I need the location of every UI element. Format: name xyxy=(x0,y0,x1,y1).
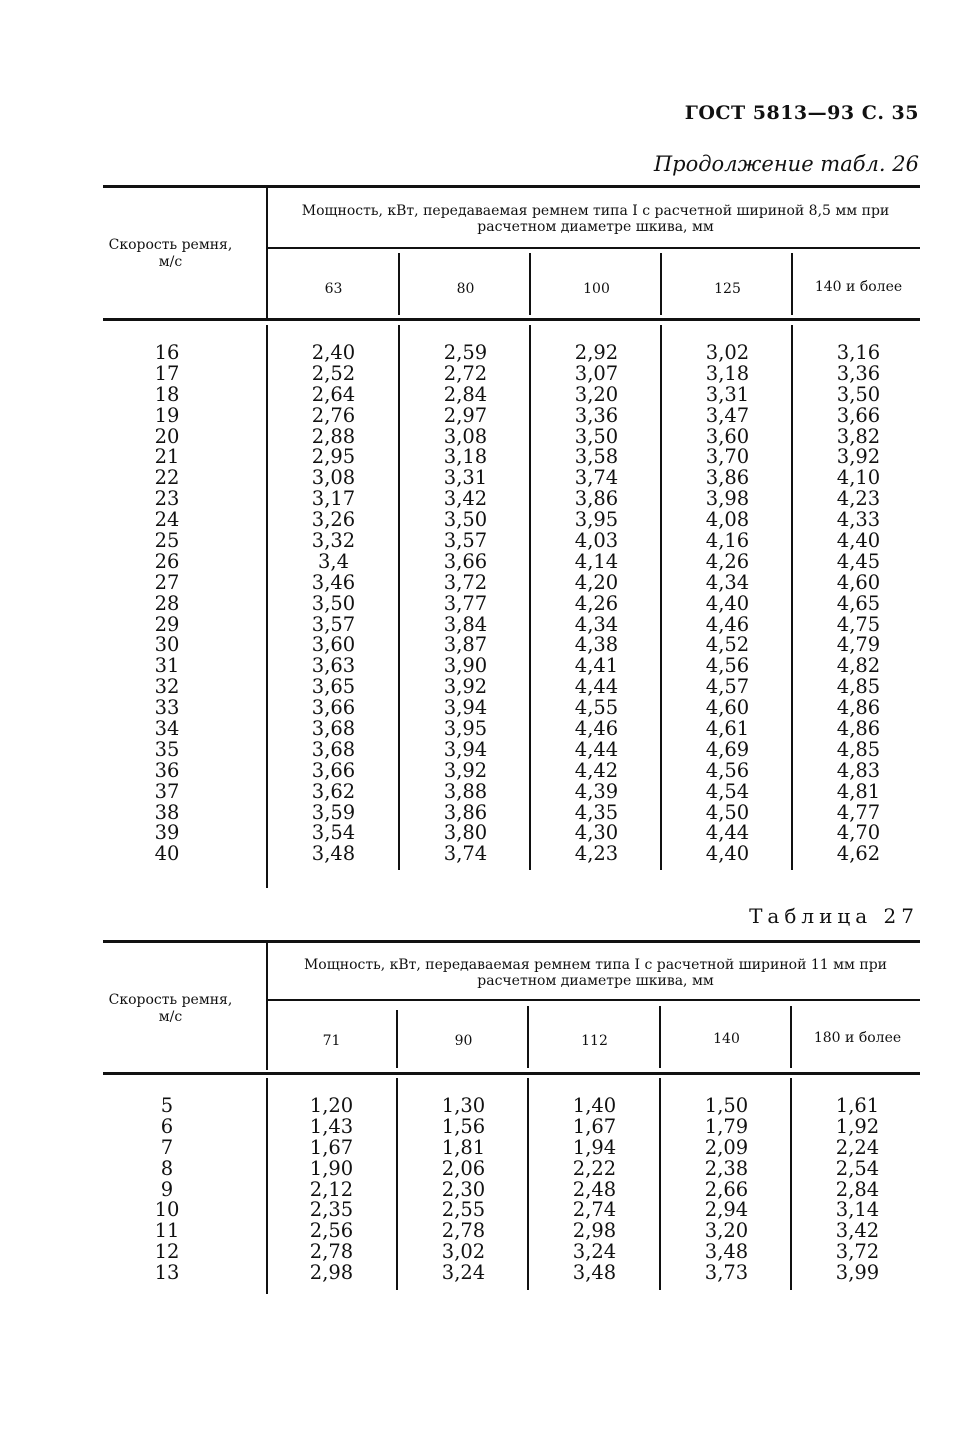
table-cell: 32 xyxy=(154,675,180,699)
table-cell: 4,26 xyxy=(574,591,619,615)
table-cell: 1,50 xyxy=(704,1094,749,1117)
table-cell: 3,92 xyxy=(443,758,488,782)
table-cell: 3,18 xyxy=(443,445,488,469)
table-cell: 2,40 xyxy=(311,341,356,364)
table-cell: 4,77 xyxy=(836,800,881,824)
table-cell: 1,79 xyxy=(704,1114,749,1138)
speed-column xyxy=(103,1096,231,1284)
table-cell: 31 xyxy=(154,654,180,678)
table-cell: 3,72 xyxy=(443,570,488,594)
table-cell: 4,60 xyxy=(705,696,750,720)
table-cell: 3,16 xyxy=(836,341,881,364)
table-cell: 3,24 xyxy=(441,1261,486,1285)
table-cell: 3,48 xyxy=(311,842,356,866)
page-header: ГОСТ 5813—93 С. 35 xyxy=(684,102,919,124)
diameter-header: 112 xyxy=(581,1033,608,1049)
table-27 xyxy=(103,940,920,1296)
table-cell: 1,43 xyxy=(309,1114,354,1138)
header-subrule xyxy=(268,999,920,1001)
power-column xyxy=(268,343,399,865)
table-cell: 4,81 xyxy=(836,779,881,803)
table-cell: 4,41 xyxy=(574,654,619,678)
table-cell: 2,56 xyxy=(309,1219,354,1243)
table-cell: 10 xyxy=(154,1198,180,1222)
table-cell: 4,20 xyxy=(574,570,619,594)
diameter-header: 63 xyxy=(324,281,343,297)
table-cell: 3,92 xyxy=(836,445,881,469)
table-cell: 4,44 xyxy=(705,821,750,845)
table-cell: 18 xyxy=(154,382,180,406)
table-cell: 1,67 xyxy=(572,1114,617,1138)
table-cell: 3,98 xyxy=(705,487,750,511)
table-cell: 2,22 xyxy=(572,1156,617,1180)
table-cell: 17 xyxy=(154,361,180,385)
table-cell: 3,66 xyxy=(443,549,488,573)
table-cell: 19 xyxy=(154,403,180,427)
table-cell: 35 xyxy=(154,737,180,761)
table-cell: 2,24 xyxy=(835,1135,880,1159)
table-cell: 4,10 xyxy=(836,466,881,490)
diameter-header: 125 xyxy=(714,281,741,297)
table-cell: 2,98 xyxy=(572,1219,617,1243)
table-cell: 26 xyxy=(154,549,180,573)
table-cell: 3,72 xyxy=(835,1240,880,1264)
table-cell: 2,54 xyxy=(835,1156,880,1180)
table-cell: 2,06 xyxy=(441,1156,486,1180)
table-top-rule xyxy=(103,185,920,188)
header-divider xyxy=(266,943,268,1070)
table-cell: 2,95 xyxy=(311,445,356,469)
table-cell: 4,40 xyxy=(705,842,750,866)
table-cell: 2,59 xyxy=(443,341,488,364)
diameter-header: 90 xyxy=(454,1033,473,1049)
table-cell: 23 xyxy=(154,487,180,511)
table-cell: 3,50 xyxy=(574,424,619,448)
table-cell: 4,23 xyxy=(836,487,881,511)
table-cell: 4,16 xyxy=(705,529,750,553)
table-cell: 3,20 xyxy=(704,1219,749,1243)
table-cell: 20 xyxy=(154,424,180,448)
table-cell: 1,90 xyxy=(309,1156,354,1180)
table-cell: 36 xyxy=(154,758,180,782)
table-cell: 3,32 xyxy=(311,529,356,553)
table-cell: 3,18 xyxy=(705,361,750,385)
table-cell: 3,31 xyxy=(443,466,488,490)
power-column xyxy=(661,1096,792,1284)
table-cell: 3,82 xyxy=(836,424,881,448)
table-cell: 4,82 xyxy=(836,654,881,678)
power-column xyxy=(531,343,662,865)
table-cell: 4,86 xyxy=(836,696,881,720)
table-cell: 4,55 xyxy=(574,696,619,720)
power-span-header: Мощность, кВт, передаваемая ремнем типа I с расчетной шириной 8,5 мм при расчетном диаметре шкива, мм xyxy=(301,203,890,235)
table-cell: 3,63 xyxy=(311,654,356,678)
table-cell: 4,33 xyxy=(836,508,881,532)
table-cell: 3,24 xyxy=(572,1240,617,1264)
table-cell: 3,47 xyxy=(705,403,750,427)
table-cell: 3,57 xyxy=(311,612,356,636)
table-cell: 3,36 xyxy=(574,403,619,427)
table-cell: 3,84 xyxy=(443,612,488,636)
table-cell: 2,35 xyxy=(309,1198,354,1222)
table-cell: 3,50 xyxy=(443,508,488,532)
table-cell: 2,88 xyxy=(311,424,356,448)
table-cell: 3,17 xyxy=(311,487,356,511)
table-cell: 4,83 xyxy=(836,758,881,782)
table-cell: 4,57 xyxy=(705,675,750,699)
table-cell: 3,68 xyxy=(311,737,356,761)
table-cell: 2,74 xyxy=(572,1198,617,1222)
table-cell: 3,02 xyxy=(705,341,750,364)
table-cell: 34 xyxy=(154,717,180,741)
table-27-caption: Таблица 27 xyxy=(749,904,919,928)
table-cell: 4,45 xyxy=(836,549,881,573)
table-cell: 3,80 xyxy=(443,821,488,845)
power-column xyxy=(266,1096,397,1284)
table-cell: 3,50 xyxy=(836,382,881,406)
table-cell: 4,46 xyxy=(574,717,619,741)
power-column xyxy=(792,1096,923,1284)
speed-column-header: Скорость ремня, м/с xyxy=(108,992,233,1025)
table-cell: 3,87 xyxy=(443,633,488,657)
table-cell: 3,07 xyxy=(574,361,619,385)
table-cell: 2,09 xyxy=(704,1135,749,1159)
power-column xyxy=(400,343,531,865)
table-continuation-label: Продолжение табл. 26 xyxy=(653,152,919,176)
speed-column-header: Скорость ремня, м/с xyxy=(108,237,233,270)
table-cell: 4,62 xyxy=(836,842,881,866)
table-cell: 2,98 xyxy=(309,1261,354,1285)
table-cell: 4,14 xyxy=(574,549,619,573)
diameter-header: 140 и более xyxy=(814,279,903,295)
power-column xyxy=(793,343,924,865)
table-cell: 30 xyxy=(154,633,180,657)
table-cell: 3,4 xyxy=(317,549,349,573)
table-cell: 2,78 xyxy=(309,1240,354,1264)
table-cell: 3,60 xyxy=(311,633,356,657)
table-cell: 39 xyxy=(154,821,180,845)
table-cell: 3,74 xyxy=(443,842,488,866)
table-cell: 4,56 xyxy=(705,654,750,678)
table-cell: 2,92 xyxy=(574,341,619,364)
table-cell: 7 xyxy=(160,1135,174,1159)
table-cell: 3,54 xyxy=(311,821,356,845)
diameter-header: 140 xyxy=(713,1031,740,1047)
table-cell: 12 xyxy=(154,1240,180,1264)
table-cell: 3,74 xyxy=(574,466,619,490)
table-cell: 4,85 xyxy=(836,675,881,699)
table-cell: 2,55 xyxy=(441,1198,486,1222)
power-span-header: Мощность, кВт, передаваемая ремнем типа I с расчетной шириной 11 мм при расчетном диаметре шкива, мм xyxy=(303,957,888,989)
table-cell: 3,95 xyxy=(574,508,619,532)
table-cell: 4,86 xyxy=(836,717,881,741)
table-cell: 1,20 xyxy=(309,1094,354,1117)
table-cell: 3,02 xyxy=(441,1240,486,1264)
table-cell: 1,40 xyxy=(572,1094,617,1117)
table-cell: 4,44 xyxy=(574,737,619,761)
table-cell: 1,92 xyxy=(835,1114,880,1138)
table-cell: 40 xyxy=(154,842,180,866)
table-cell: 3,62 xyxy=(311,779,356,803)
table-cell: 9 xyxy=(160,1177,174,1201)
table-cell: 11 xyxy=(154,1219,180,1243)
table-cell: 1,56 xyxy=(441,1114,486,1138)
table-cell: 3,92 xyxy=(443,675,488,699)
table-cell: 4,34 xyxy=(705,570,750,594)
table-cell: 4,30 xyxy=(574,821,619,845)
table-cell: 3,36 xyxy=(836,361,881,385)
header-subrule xyxy=(268,247,920,249)
table-cell: 3,20 xyxy=(574,382,619,406)
table-cell: 4,69 xyxy=(705,737,750,761)
table-cell: 4,85 xyxy=(836,737,881,761)
diameter-header: 100 xyxy=(583,281,610,297)
table-cell: 3,66 xyxy=(311,758,356,782)
table-cell: 3,59 xyxy=(311,800,356,824)
table-cell: 4,35 xyxy=(574,800,619,824)
table-cell: 3,86 xyxy=(574,487,619,511)
table-cell: 3,70 xyxy=(705,445,750,469)
table-cell: 3,65 xyxy=(311,675,356,699)
table-cell: 2,78 xyxy=(441,1219,486,1243)
table-cell: 4,60 xyxy=(836,570,881,594)
table-cell: 2,66 xyxy=(704,1177,749,1201)
table-cell: 4,75 xyxy=(836,612,881,636)
table-cell: 4,46 xyxy=(705,612,750,636)
table-cell: 24 xyxy=(154,508,180,532)
table-cell: 5 xyxy=(160,1094,174,1117)
table-cell: 37 xyxy=(154,779,180,803)
table-cell: 22 xyxy=(154,466,180,490)
table-cell: 2,64 xyxy=(311,382,356,406)
table-cell: 6 xyxy=(160,1114,174,1138)
table-cell: 3,58 xyxy=(574,445,619,469)
table-cell: 1,61 xyxy=(835,1094,880,1117)
table-cell: 3,57 xyxy=(443,529,488,553)
table-cell: 25 xyxy=(154,529,180,553)
table-cell: 3,86 xyxy=(443,800,488,824)
table-cell: 3,31 xyxy=(705,382,750,406)
table-cell: 3,94 xyxy=(443,737,488,761)
table-cell: 3,94 xyxy=(443,696,488,720)
diameter-header: 180 и более xyxy=(813,1030,902,1046)
table-cell: 3,86 xyxy=(705,466,750,490)
table-cell: 4,65 xyxy=(836,591,881,615)
table-cell: 4,40 xyxy=(705,591,750,615)
table-cell: 3,08 xyxy=(311,466,356,490)
table-cell: 4,03 xyxy=(574,529,619,553)
table-cell: 8 xyxy=(160,1156,174,1180)
power-column xyxy=(529,1096,660,1284)
power-column xyxy=(398,1096,529,1284)
table-top-rule xyxy=(103,940,920,943)
table-cell: 2,38 xyxy=(704,1156,749,1180)
table-cell: 4,23 xyxy=(574,842,619,866)
table-cell: 3,42 xyxy=(835,1219,880,1243)
table-cell: 3,46 xyxy=(311,570,356,594)
table-cell: 3,90 xyxy=(443,654,488,678)
table-cell: 4,44 xyxy=(574,675,619,699)
table-26 xyxy=(103,185,920,890)
table-cell: 3,42 xyxy=(443,487,488,511)
table-cell: 4,08 xyxy=(705,508,750,532)
table-cell: 3,14 xyxy=(835,1198,880,1222)
table-cell: 2,72 xyxy=(443,361,488,385)
header-bottom-rule xyxy=(103,1072,920,1075)
table-cell: 28 xyxy=(154,591,180,615)
table-cell: 3,99 xyxy=(835,1261,880,1285)
table-cell: 4,34 xyxy=(574,612,619,636)
diameter-header: 71 xyxy=(322,1033,341,1049)
table-cell: 2,76 xyxy=(311,403,356,427)
table-cell: 3,26 xyxy=(311,508,356,532)
speed-column xyxy=(103,343,231,865)
table-cell: 3,66 xyxy=(836,403,881,427)
table-cell: 1,30 xyxy=(441,1094,486,1117)
diameter-header: 80 xyxy=(456,281,475,297)
table-cell: 4,56 xyxy=(705,758,750,782)
header-divider xyxy=(266,188,268,320)
table-cell: 2,97 xyxy=(443,403,488,427)
table-cell: 3,66 xyxy=(311,696,356,720)
table-cell: 16 xyxy=(154,341,180,364)
table-cell: 4,50 xyxy=(705,800,750,824)
table-cell: 4,54 xyxy=(705,779,750,803)
table-cell: 3,48 xyxy=(572,1261,617,1285)
table-cell: 38 xyxy=(154,800,180,824)
table-cell: 3,08 xyxy=(443,424,488,448)
table-cell: 4,39 xyxy=(574,779,619,803)
table-cell: 27 xyxy=(154,570,180,594)
table-cell: 2,30 xyxy=(441,1177,486,1201)
table-cell: 3,95 xyxy=(443,717,488,741)
table-cell: 2,94 xyxy=(704,1198,749,1222)
table-cell: 21 xyxy=(154,445,180,469)
table-cell: 1,81 xyxy=(441,1135,486,1159)
table-cell: 13 xyxy=(154,1261,180,1285)
table-cell: 3,88 xyxy=(443,779,488,803)
table-cell: 4,38 xyxy=(574,633,619,657)
table-cell: 4,26 xyxy=(705,549,750,573)
table-cell: 4,61 xyxy=(705,717,750,741)
table-cell: 2,52 xyxy=(311,361,356,385)
table-cell: 3,77 xyxy=(443,591,488,615)
table-cell: 1,67 xyxy=(309,1135,354,1159)
table-cell: 29 xyxy=(154,612,180,636)
table-cell: 33 xyxy=(154,696,180,720)
table-cell: 4,42 xyxy=(574,758,619,782)
table-cell: 1,94 xyxy=(572,1135,617,1159)
table-cell: 2,48 xyxy=(572,1177,617,1201)
table-cell: 2,84 xyxy=(835,1177,880,1201)
header-bottom-rule xyxy=(103,318,920,321)
table-cell: 3,48 xyxy=(704,1240,749,1264)
table-cell: 4,70 xyxy=(836,821,881,845)
table-cell: 3,73 xyxy=(704,1261,749,1285)
table-cell: 4,40 xyxy=(836,529,881,553)
table-cell: 4,79 xyxy=(836,633,881,657)
table-cell: 3,50 xyxy=(311,591,356,615)
power-column xyxy=(662,343,793,865)
table-cell: 3,68 xyxy=(311,717,356,741)
table-cell: 4,52 xyxy=(705,633,750,657)
table-cell: 3,60 xyxy=(705,424,750,448)
table-cell: 2,84 xyxy=(443,382,488,406)
table-cell: 2,12 xyxy=(309,1177,354,1201)
